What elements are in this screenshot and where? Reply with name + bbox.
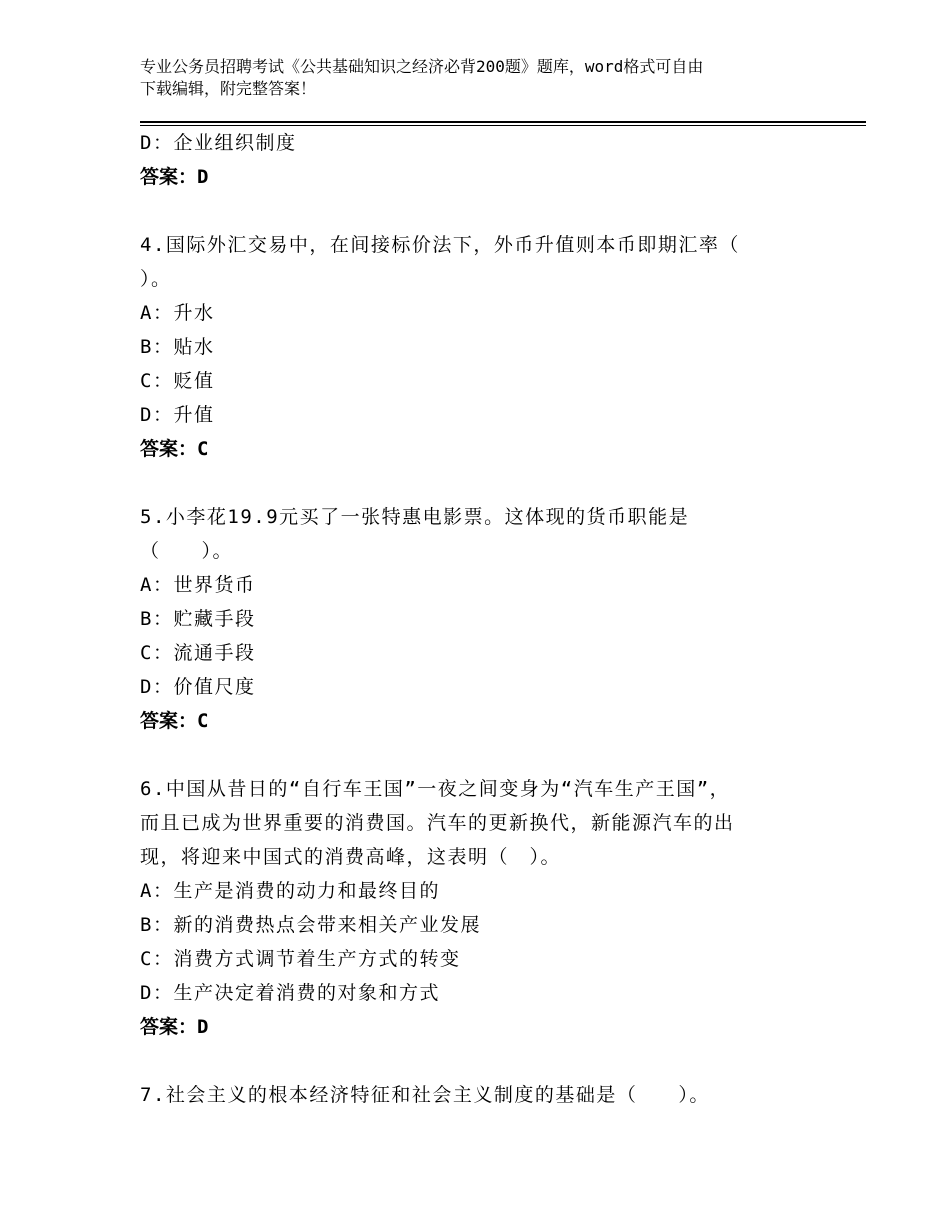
q5-stem-line-1: 5.小李花19.9元买了一张特惠电影票。这体现的货币职能是 <box>140 506 690 528</box>
q4-option-c: C：贬值 <box>140 370 215 392</box>
spacer <box>140 1044 800 1078</box>
q4-option-b: B：贴水 <box>140 336 215 358</box>
document-header <box>140 56 820 100</box>
q7-stem-line-1: 7.社会主义的根本经济特征和社会主义制度的基础是（ ）。 <box>140 1084 710 1106</box>
answer-label: 答案： <box>140 710 198 732</box>
spacer <box>140 738 800 772</box>
q5-option-d: D：价值尺度 <box>140 676 256 698</box>
q6-answer <box>140 1010 800 1044</box>
document-body <box>140 126 800 1112</box>
q5-option-a: A：世界货币 <box>140 574 256 596</box>
q5-stem-line-2: （ ）。 <box>140 540 234 562</box>
question-4 <box>140 228 800 466</box>
header-title-line-1: 专业公务员招聘考试《公共基础知识之经济必背200题》题库，word格式可自由 <box>140 57 704 76</box>
question-7 <box>140 1078 800 1112</box>
spacer <box>140 466 800 500</box>
q6-option-b: B：新的消费热点会带来相关产业发展 <box>140 914 481 936</box>
q4-stem-line-2: ）。 <box>140 268 172 290</box>
q5-answer <box>140 704 800 738</box>
q6-option-c: C：消费方式调节着生产方式的转变 <box>140 948 461 970</box>
question-3 <box>140 126 800 194</box>
header-divider-thick <box>140 121 866 123</box>
q5-option-c: C：流通手段 <box>140 642 256 664</box>
q4-answer <box>140 432 800 466</box>
answer-label: 答案： <box>140 438 198 460</box>
answer-value: C <box>197 438 209 460</box>
answer-value: C <box>197 710 209 732</box>
q4-option-d: D：升值 <box>140 404 215 426</box>
q6-stem-line-2: 而且已成为世界重要的消费国。汽车的更新换代，新能源汽车的出 <box>140 812 735 834</box>
header-title-line-2: 下载编辑，附完整答案！ <box>140 79 317 98</box>
q4-stem-line-1: 4.国际外汇交易中，在间接标价法下，外币升值则本币即期汇率（ <box>140 234 740 256</box>
answer-value: D <box>197 1016 209 1038</box>
q6-stem-line-3: 现，将迎来中国式的消费高峰，这表明（ ）。 <box>140 846 562 868</box>
spacer <box>140 194 800 228</box>
q3-option-d: D：企业组织制度 <box>140 132 297 154</box>
q4-option-a: A：升水 <box>140 302 215 324</box>
q6-option-d: D：生产决定着消费的对象和方式 <box>140 982 440 1004</box>
q6-option-a: A：生产是消费的动力和最终目的 <box>140 880 440 902</box>
answer-value: D <box>197 166 209 188</box>
answer-label: 答案： <box>140 1016 198 1038</box>
q6-stem-line-1: 6.中国从昔日的“自行车王国”一夜之间变身为“汽车生产王国”， <box>140 778 731 800</box>
q3-answer <box>140 160 800 194</box>
question-5 <box>140 500 800 738</box>
q5-option-b: B：贮藏手段 <box>140 608 256 630</box>
answer-label: 答案： <box>140 166 198 188</box>
question-6 <box>140 772 800 1044</box>
